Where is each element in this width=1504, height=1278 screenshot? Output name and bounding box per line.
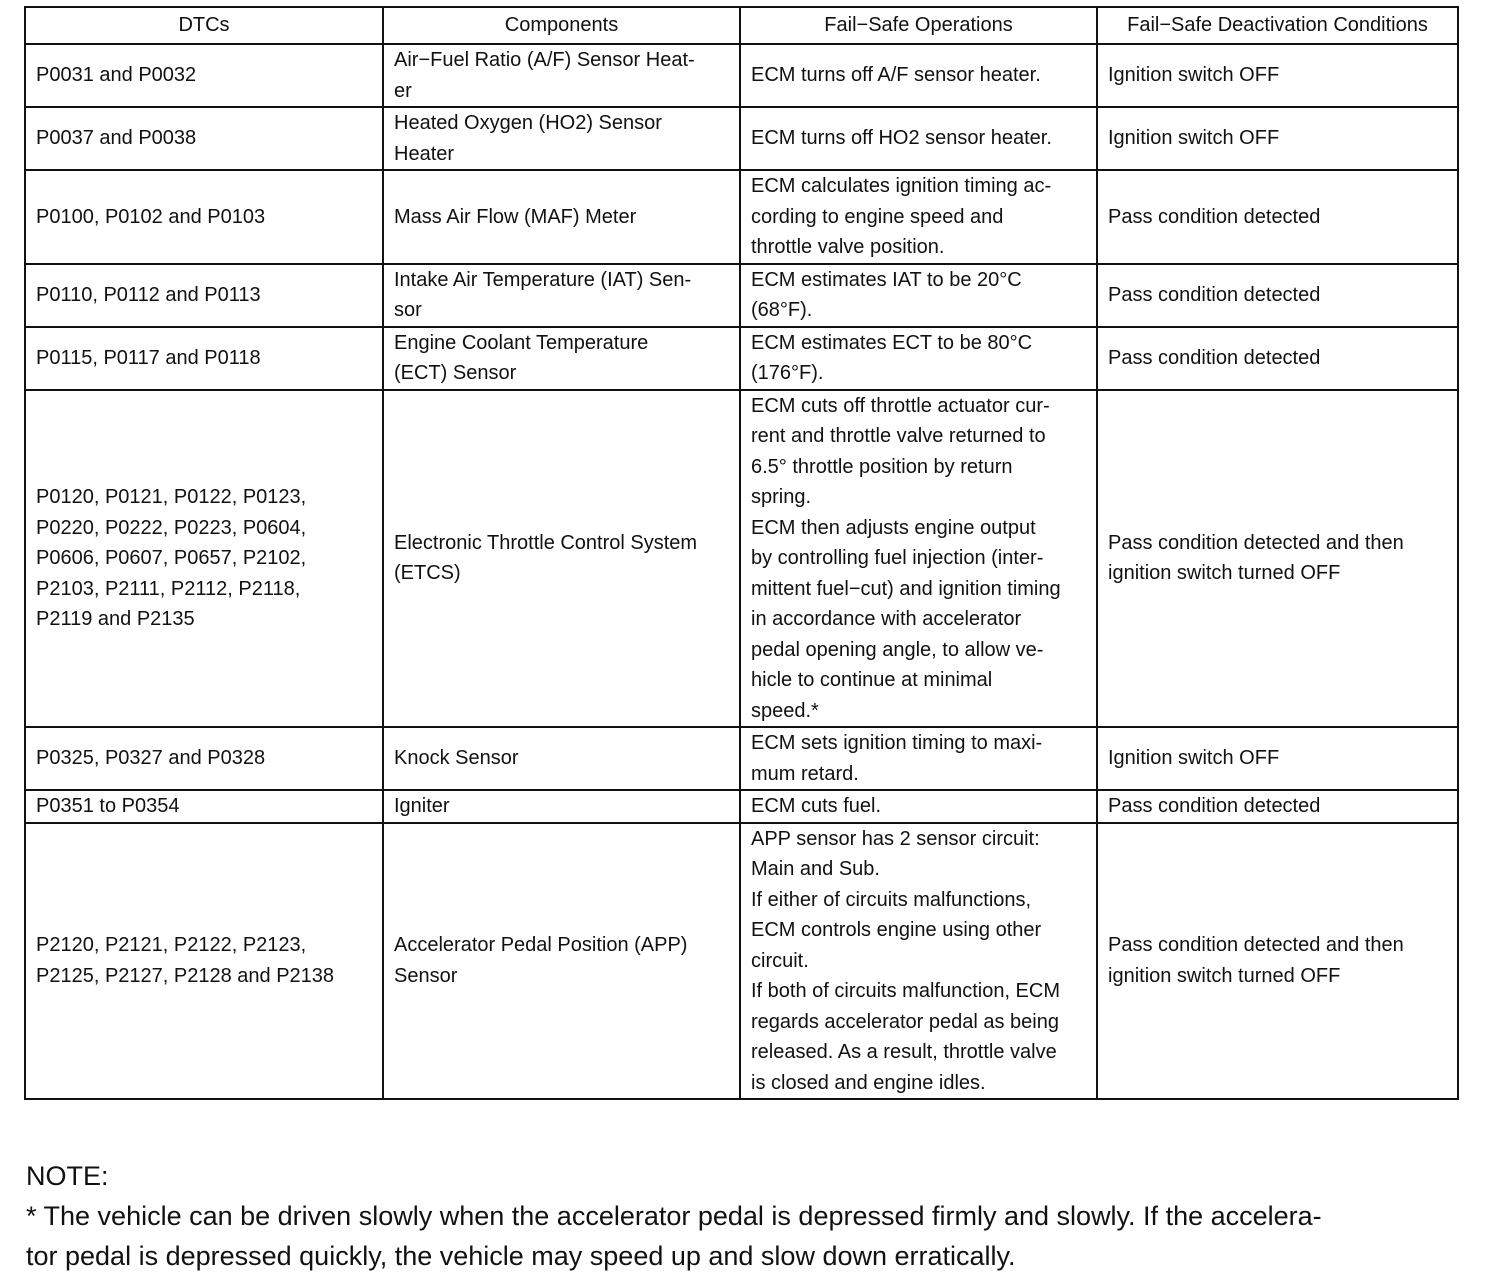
- component-cell: Electronic Throttle Control System (ETCS): [383, 390, 740, 728]
- note-line-1: * The vehicle can be driven slowly when the accelerator pedal is depressed firmly and slowly. If the accelera-: [26, 1201, 1322, 1231]
- condition-cell: Ignition switch OFF: [1097, 727, 1458, 790]
- operation-cell: ECM estimates IAT to be 20°C (68°F).: [740, 264, 1097, 327]
- note-heading: NOTE:: [26, 1161, 109, 1191]
- component-cell: Engine Coolant Temperature (ECT) Sensor: [383, 327, 740, 390]
- operation-cell: ECM turns off A/F sensor heater.: [740, 44, 1097, 107]
- table-row: [25, 727, 1458, 790]
- dtc-cell: P0037 and P0038: [25, 107, 383, 170]
- dtc-cell: P0120, P0121, P0122, P0123, P0220, P0222, P0223, P0604, P0606, P0607, P0657, P2102, P2103, P2111, P2112, P2118, P2119 and P2135: [25, 390, 383, 728]
- operation-cell: ECM turns off HO2 sensor heater.: [740, 107, 1097, 170]
- header-dtcs: DTCs: [25, 7, 383, 44]
- header-deactivation-conditions: Fail−Safe Deactivation Conditions: [1097, 7, 1458, 44]
- condition-cell: Pass condition detected and then ignition switch turned OFF: [1097, 390, 1458, 728]
- dtc-cell: P0110, P0112 and P0113: [25, 264, 383, 327]
- component-cell: Igniter: [383, 790, 740, 823]
- dtc-cell: P0115, P0117 and P0118: [25, 327, 383, 390]
- component-cell: Intake Air Temperature (IAT) Sen- sor: [383, 264, 740, 327]
- header-components: Components: [383, 7, 740, 44]
- operation-cell: APP sensor has 2 sensor circuit: Main and Sub. If either of circuits malfunctions, ECM controls engine using other circuit. If both of circuits malfunction, ECM regards accelerator pedal as being released. As a result, throttle valve is closed and engine idles.: [740, 823, 1097, 1100]
- table-row: [25, 327, 1458, 390]
- condition-cell: Ignition switch OFF: [1097, 107, 1458, 170]
- operation-cell: ECM cuts off throttle actuator cur- rent and throttle valve returned to 6.5° throttle position by return spring. ECM then adjusts engine output by controlling fuel injection (inter- mittent fuel−cut) and ignition timing in accordance with accelerator pedal opening angle, to allow ve- hicle to continue at minimal speed.*: [740, 390, 1097, 728]
- dtc-cell: P0031 and P0032: [25, 44, 383, 107]
- operation-cell: ECM sets ignition timing to maxi- mum retard.: [740, 727, 1097, 790]
- dtc-cell: P0351 to P0354: [25, 790, 383, 823]
- component-cell: Accelerator Pedal Position (APP) Sensor: [383, 823, 740, 1100]
- operation-cell: ECM estimates ECT to be 80°C (176°F).: [740, 327, 1097, 390]
- dtc-cell: P0325, P0327 and P0328: [25, 727, 383, 790]
- condition-cell: Pass condition detected: [1097, 327, 1458, 390]
- table-header-row: [25, 7, 1458, 44]
- operation-cell: ECM cuts fuel.: [740, 790, 1097, 823]
- condition-cell: Pass condition detected: [1097, 790, 1458, 823]
- condition-cell: Pass condition detected: [1097, 264, 1458, 327]
- component-cell: Mass Air Flow (MAF) Meter: [383, 170, 740, 264]
- operation-cell: ECM calculates ignition timing ac- cording to engine speed and throttle valve position.: [740, 170, 1097, 264]
- table-row: [25, 790, 1458, 823]
- condition-cell: Pass condition detected and then ignition switch turned OFF: [1097, 823, 1458, 1100]
- table-row: [25, 107, 1458, 170]
- failsafe-table: [24, 6, 1459, 1100]
- dtc-cell: P0100, P0102 and P0103: [25, 170, 383, 264]
- table-row: [25, 170, 1458, 264]
- header-fail-safe-operations: Fail−Safe Operations: [740, 7, 1097, 44]
- note-line-2: tor pedal is depressed quickly, the vehicle may speed up and slow down erratically.: [26, 1241, 1016, 1271]
- table-row: [25, 264, 1458, 327]
- component-cell: Air−Fuel Ratio (A/F) Sensor Heat- er: [383, 44, 740, 107]
- condition-cell: Pass condition detected: [1097, 170, 1458, 264]
- condition-cell: Ignition switch OFF: [1097, 44, 1458, 107]
- component-cell: Knock Sensor: [383, 727, 740, 790]
- dtc-cell: P2120, P2121, P2122, P2123, P2125, P2127, P2128 and P2138: [25, 823, 383, 1100]
- component-cell: Heated Oxygen (HO2) Sensor Heater: [383, 107, 740, 170]
- table-body: [25, 44, 1458, 1099]
- table-row: [25, 823, 1458, 1100]
- table-row: [25, 44, 1458, 107]
- table-row: [25, 390, 1458, 728]
- note-block: [26, 1156, 1466, 1276]
